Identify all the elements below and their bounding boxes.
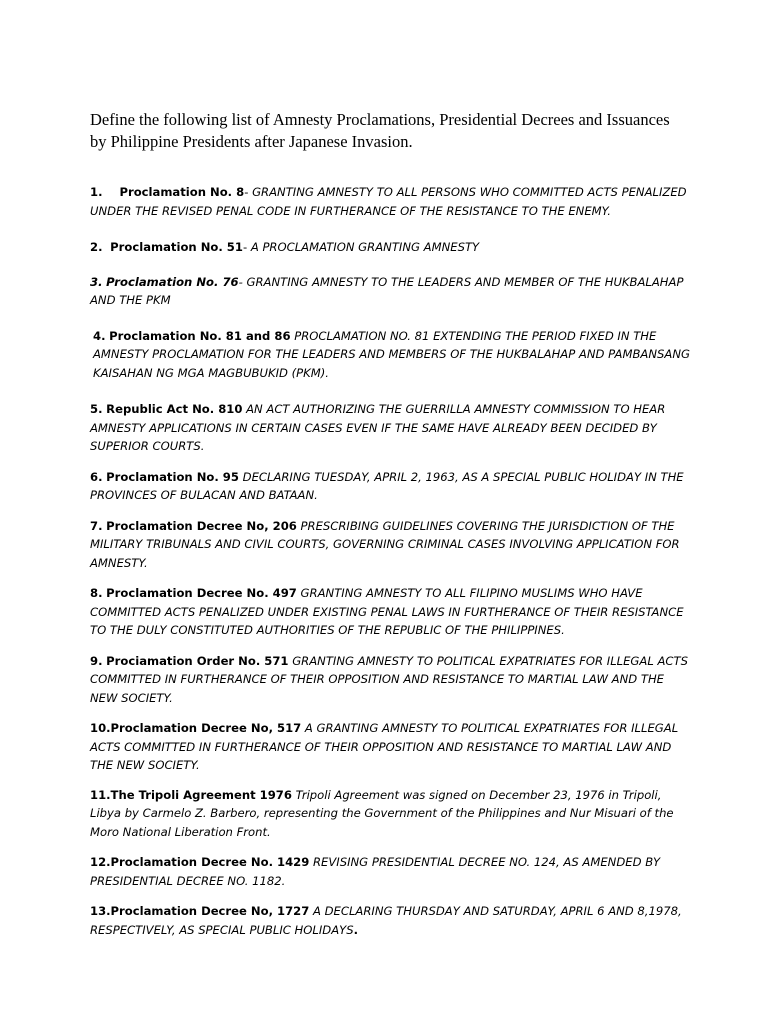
item-number: 3. xyxy=(90,274,103,289)
item-label: Proclamation Decree No, 1727 xyxy=(110,904,310,918)
item-label: Proclamation No. 95 xyxy=(106,469,239,484)
list-item-13 xyxy=(90,902,690,939)
item-number: 10. xyxy=(90,721,111,735)
item-description: AN ACT AUTHORIZING THE GUERRILLA AMNESTY COMMISSION TO HEAR AMNESTY APPLICATIONS IN CERTAIN CASES EVEN IF THE SAME HAVE ALREADY BEEN DECIDED BY SUPERIOR COURTS. xyxy=(90,402,666,453)
item-label: Proclamation No. 76 xyxy=(106,274,239,289)
list-item-4 xyxy=(90,327,690,383)
item-description: PRESCRIBING GUIDELINES COVERING THE JURISDICTION OF THE MILITARY TRIBUNALS AND CIVIL COURTS, GOVERNING CRIMINAL CASES INVOLVING APPLICATION FOR AMNESTY. xyxy=(90,518,680,570)
item-description: A DECLARING THURSDAY AND SATURDAY, APRIL 6 AND 8,1978, RESPECTIVELY, AS SPECIAL PUBLIC HOLIDAYS xyxy=(90,904,682,937)
item-description: GRANTING AMNESTY TO ALL FILIPINO MUSLIMS WHO HAVE COMMITTED ACTS PENALIZED UNDER EXISTING PENAL LAWS IN FURTHERANCE OF THEIR RESISTANCE TO THE DULY CONSTITUTED AUTHORITIES OF THE REPUBLIC OF THE PHILIPPINES. xyxy=(90,586,684,637)
item-number: 11. xyxy=(90,787,111,802)
list-item-5 xyxy=(90,400,690,456)
item-number: 13. xyxy=(90,904,111,918)
item-label: Republic Act No. 810 xyxy=(106,402,243,416)
item-number: 2. xyxy=(90,240,103,254)
item-number: 12. xyxy=(90,855,111,869)
item-description: A PROCLAMATION GRANTING AMNESTY xyxy=(250,240,480,254)
list-item-10 xyxy=(90,719,690,775)
item-separator: - xyxy=(238,274,247,289)
item-label: Prociamation Order No. 571 xyxy=(106,653,289,668)
list-item-11 xyxy=(90,786,690,842)
item-number: 5. xyxy=(90,402,103,416)
list-item-9 xyxy=(90,652,690,708)
item-separator: - xyxy=(244,185,253,199)
item-label: Proclamation No. 8 xyxy=(119,185,245,199)
item-description: GRANTING AMNESTY TO THE LEADERS AND MEMBER OF THE HUKBALAHAP AND THE PKM xyxy=(90,274,684,307)
item-label: Proclamation Decree No. 497 xyxy=(106,586,297,600)
item-number: 1. xyxy=(90,185,103,199)
item-number: 8. xyxy=(90,586,103,600)
item-label: Proclamation No. 51 xyxy=(110,240,243,254)
item-description: GRANTING AMNESTY TO POLITICAL EXPATRIATES FOR ILLEGAL ACTS COMMITTED IN FURTHERANCE OF THEIR OPPOSITION AND RESISTANCE TO MARTIAL LAW AND THE NEW SOCIETY. xyxy=(90,653,688,705)
list-item-7 xyxy=(90,517,690,573)
item-number: 4. xyxy=(93,328,106,343)
list-item-3 xyxy=(90,273,690,310)
item-description: A GRANTING AMNESTY TO POLITICAL EXPATRIATES FOR ILLEGAL ACTS COMMITTED IN FURTHERANCE OF THEIR OPPOSITION AND RESISTANCE TO MARTIAL LAW AND THE NEW SOCIETY. xyxy=(90,721,679,772)
item-label: Proclamation No. 81 and 86 xyxy=(109,328,291,343)
list-item-8 xyxy=(90,584,690,640)
list-item-2 xyxy=(90,238,690,257)
list-item-6 xyxy=(90,468,690,505)
list-item-12 xyxy=(90,853,690,890)
item-label: The Tripoli Agreement 1976 xyxy=(110,787,292,802)
item-description: GRANTING AMNESTY TO ALL PERSONS WHO COMMITTED ACTS PENALIZED UNDER THE REVISED PENAL CODE IN FURTHERANCE OF THE RESISTANCE TO THE ENEMY. xyxy=(90,185,687,218)
item-end-mark: . xyxy=(353,922,358,937)
item-label: Proclamation Decree No. 1429 xyxy=(110,855,310,869)
item-label: Proclamation Decree No, 206 xyxy=(106,518,297,533)
item-number: 9. xyxy=(90,653,103,668)
item-description: Tripoli Agreement was signed on December 23, 1976 in Tripoli, Libya by Carmelo Z. Barbero, representing the Government of the Philippines and Nur Misuari of the Moro National Liberation Front. xyxy=(90,787,674,839)
proclamation-list xyxy=(90,183,690,939)
item-description: PROCLAMATION NO. 81 EXTENDING THE PERIOD FIXED IN THE AMNESTY PROCLAMATION FOR THE LEADERS AND MEMBERS OF THE HUKBALAHAP AND PAMBANSANG KAISAHAN NG MGA MAGBUBUKID (PKM). xyxy=(93,328,690,380)
item-description: DECLARING TUESDAY, APRIL 2, 1963, AS A SPECIAL PUBLIC HOLIDAY IN THE PROVINCES OF BULACAN AND BATAAN. xyxy=(90,469,684,502)
item-separator: - xyxy=(242,240,251,254)
list-item-1 xyxy=(90,183,690,220)
item-number: 7. xyxy=(90,518,103,533)
item-label: Proclamation Decree No, 517 xyxy=(110,721,302,735)
item-number: 6. xyxy=(90,469,103,484)
item-description: REVISING PRESIDENTIAL DECREE NO. 124, AS AMENDED BY PRESIDENTIAL DECREE NO. 1182. xyxy=(90,855,661,888)
document-title: Define the following list of Amnesty Proclamations, Presidential Decrees and Issuances by Philippine Presidents after Japanese Invasion. xyxy=(90,110,670,151)
